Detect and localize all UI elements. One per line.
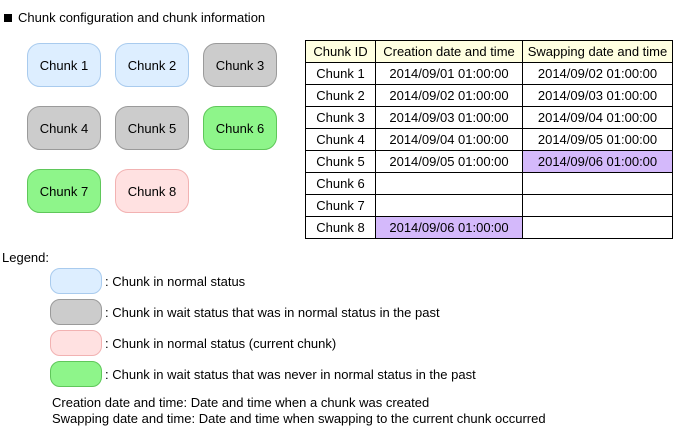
chunk-8-box: Chunk 8 [115,169,189,213]
cell-chunk-id: Chunk 6 [306,173,376,195]
cell-creation [376,173,523,195]
cell-creation [376,195,523,217]
header-chunk-id: Chunk ID [306,41,376,63]
chunk-2-box: Chunk 2 [115,43,189,87]
table-row [306,217,673,239]
cell-creation-highlighted: 2014/09/06 01:00:00 [376,217,523,239]
cell-swapping: 2014/09/03 01:00:00 [523,85,673,107]
legend-item-wait-past-normal [50,299,440,325]
legend-swatch-wait [50,299,102,325]
bullet-square-icon [4,14,12,22]
table-row [306,85,673,107]
cell-swapping: 2014/09/04 01:00:00 [523,107,673,129]
cell-swapping [523,217,673,239]
cell-swapping: 2014/09/02 01:00:00 [523,63,673,85]
cell-swapping [523,173,673,195]
note-swapping-date: Swapping date and time: Date and time when swapping to the current chunk occurred [52,411,546,426]
diagram-title [4,10,265,25]
cell-creation: 2014/09/01 01:00:00 [376,63,523,85]
cell-chunk-id: Chunk 8 [306,217,376,239]
cell-creation: 2014/09/03 01:00:00 [376,107,523,129]
legend-text: : Chunk in wait status that was in normal status in the past [105,304,440,320]
legend-title: Legend: [2,250,49,265]
chunk-6-box: Chunk 6 [203,106,277,150]
chunk-7-box: Chunk 7 [27,169,101,213]
cell-chunk-id: Chunk 4 [306,129,376,151]
chunk-4-box: Chunk 4 [27,106,101,150]
table-header-row [306,41,673,63]
table-row [306,195,673,217]
chunk-1-box: Chunk 1 [27,43,101,87]
legend-swatch-never [50,361,102,387]
cell-chunk-id: Chunk 1 [306,63,376,85]
legend-text: : Chunk in normal status (current chunk) [105,335,337,351]
chunk-3-box: Chunk 3 [203,43,277,87]
legend-item-normal [50,268,245,294]
table-row [306,63,673,85]
cell-creation: 2014/09/02 01:00:00 [376,85,523,107]
legend-swatch-normal [50,268,102,294]
cell-chunk-id: Chunk 3 [306,107,376,129]
legend-swatch-current [50,330,102,356]
table-row [306,151,673,173]
legend-text: : Chunk in wait status that was never in normal status in the past [105,366,476,382]
legend-item-current [50,330,336,356]
cell-chunk-id: Chunk 5 [306,151,376,173]
cell-creation: 2014/09/05 01:00:00 [376,151,523,173]
legend-item-never-normal [50,361,476,387]
table-row [306,129,673,151]
cell-creation: 2014/09/04 01:00:00 [376,129,523,151]
header-swapping-date: Swapping date and time [523,41,673,63]
table-row [306,173,673,195]
header-creation-date: Creation date and time [376,41,523,63]
cell-swapping-highlighted: 2014/09/06 01:00:00 [523,151,673,173]
cell-swapping [523,195,673,217]
cell-chunk-id: Chunk 2 [306,85,376,107]
diagram-title-text: Chunk configuration and chunk information [18,10,266,25]
chunk-5-box: Chunk 5 [115,106,189,150]
note-creation-date: Creation date and time: Date and time when a chunk was created [52,395,430,410]
chunk-info-table [305,40,673,239]
cell-chunk-id: Chunk 7 [306,195,376,217]
table-row [306,107,673,129]
legend-text: : Chunk in normal status [105,273,246,289]
cell-swapping: 2014/09/05 01:00:00 [523,129,673,151]
